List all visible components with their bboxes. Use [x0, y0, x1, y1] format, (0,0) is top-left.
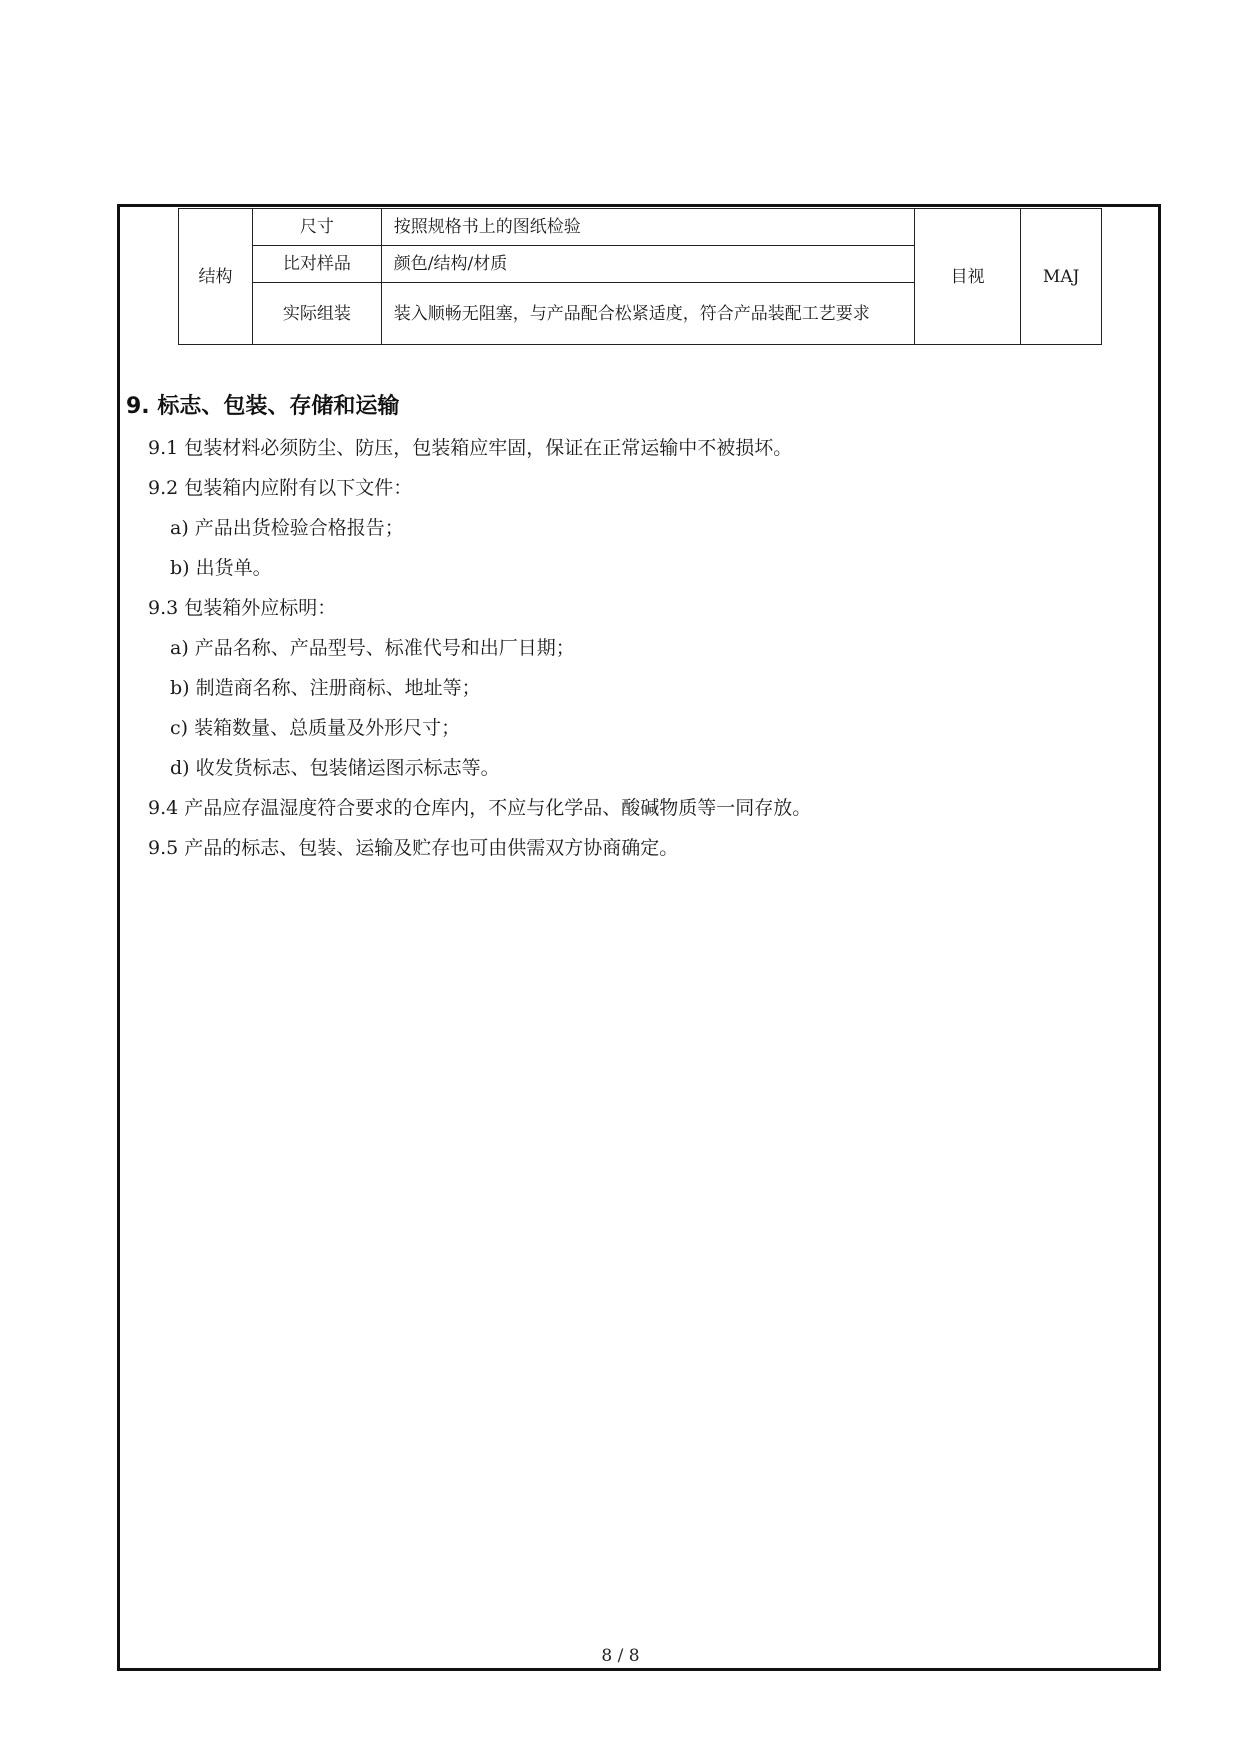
- item-cell: 尺寸: [252, 209, 381, 246]
- list-item: a) 产品出货检验合格报告；: [170, 517, 404, 539]
- description-cell: 颜色/结构/材质: [381, 246, 914, 283]
- paragraph-9-4: 9.4 产品应存温湿度符合要求的仓库内，不应与化学品、酸碱物质等一同存放。: [148, 797, 812, 819]
- page-number: 8 / 8: [601, 1646, 640, 1666]
- paragraph-9-5: 9.5 产品的标志、包装、运输及贮存也可由供需双方协商确定。: [148, 837, 679, 859]
- table-row: [179, 209, 1102, 246]
- list-item: c) 装箱数量、总质量及外形尺寸；: [170, 717, 461, 739]
- inspection-table: [178, 208, 1102, 345]
- level-cell: MAJ: [1021, 209, 1102, 345]
- list-item: b) 制造商名称、注册商标、地址等；: [170, 677, 481, 699]
- description-cell: 按照规格书上的图纸检验: [381, 209, 914, 246]
- section-9: [126, 390, 1126, 868]
- category-cell: 结构: [179, 209, 253, 345]
- method-cell: 目视: [914, 209, 1020, 345]
- paragraph-9-3: 9.3 包装箱外应标明：: [148, 597, 337, 619]
- list-item: d) 收发货标志、包装储运图示标志等。: [170, 757, 500, 779]
- list-item: a) 产品名称、产品型号、标准代号和出厂日期；: [170, 637, 575, 659]
- paragraph-9-1: 9.1 包装材料必须防尘、防压，包装箱应牢固，保证在正常运输中不被损坏。: [148, 437, 793, 459]
- description-cell: 装入顺畅无阻塞，与产品配合松紧适度，符合产品装配工艺要求: [381, 283, 914, 345]
- item-cell: 比对样品: [252, 246, 381, 283]
- section-title: 9. 标志、包装、存储和运输: [126, 394, 400, 419]
- paragraph-9-2: 9.2 包装箱内应附有以下文件：: [148, 477, 413, 499]
- item-cell: 实际组装: [252, 283, 381, 345]
- list-item: b) 出货单。: [170, 557, 272, 579]
